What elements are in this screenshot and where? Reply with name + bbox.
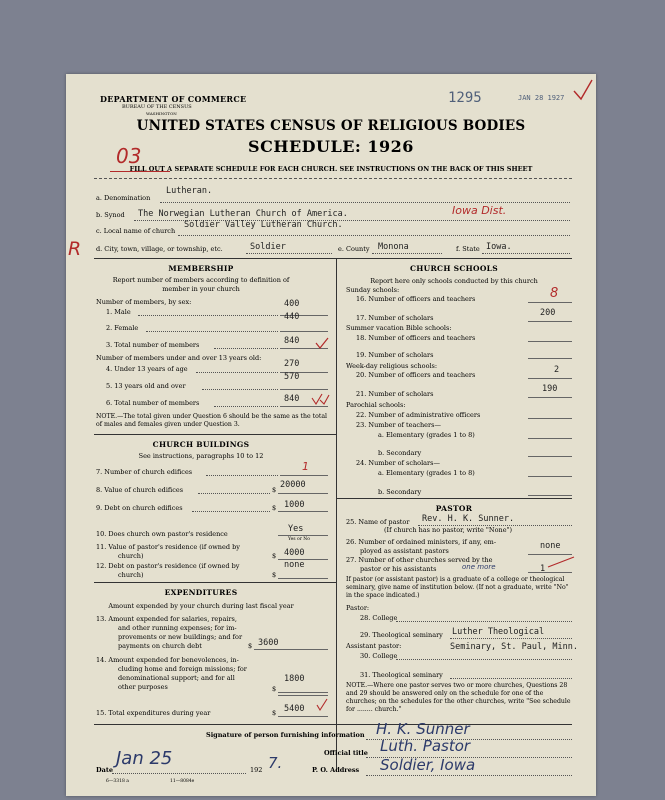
q6-value: 840 [284,394,300,404]
church-name-line [178,235,570,236]
q9-field [278,511,328,512]
po-address-value: Soldier, Iowa [380,756,476,774]
q13-value: 3600 [258,638,279,648]
vacation-schools-label: Summer vacation Bible schools: [346,324,452,332]
city-line [246,253,332,254]
q27-field [528,572,572,573]
q15-label: 15. Total expenditures during year [96,709,211,717]
q11-dollar: $ [272,552,277,560]
q17-label: 17. Number of scholars [356,314,434,322]
signature-value: H. K. Sunner [376,720,470,738]
state-label: f. State [456,245,480,253]
q10-label: 10. Does church own pastor's residence [96,530,228,538]
membership-heading: MEMBERSHIP [168,264,234,273]
buildings-rule [94,582,336,583]
church-name-label: c. Local name of church [96,227,176,235]
denomination-value: Lutheran. [166,186,213,196]
q17-field [528,321,572,322]
q11-label-2: church) [118,552,144,560]
q23b-field [528,456,572,457]
buildings-sub: See instructions, paragraphs 10 to 12 [138,452,264,460]
stamp-date: JAN 28 1927 [518,94,565,102]
q24b-label: b. Secondary [378,488,422,496]
membership-rule [94,434,336,435]
q20-field [528,378,572,379]
q5-value: 570 [284,372,300,382]
q21-value: 190 [542,384,558,394]
q22-field [528,418,572,419]
margin-mark: 03 [116,144,142,168]
q31-line [450,678,572,679]
q23b-label: b. Secondary [378,449,422,457]
graduate-instruction: If pastor (or assistant pastor) is a graduate of a college or theological seminary, give name of institution below. (If not a graduate, write "No" in the space indicated.) [346,576,569,599]
check-mark-icon [314,698,330,712]
q8-value: 20000 [280,480,306,490]
yes-no-hint: Yes or No [288,537,310,542]
po-address-line [366,775,572,776]
q25-value: Rev. H. K. Sunner. [422,514,515,524]
check-mark-icon [314,336,330,350]
q8-dollar: $ [272,486,277,494]
county-label: e. County [338,245,370,253]
q23a-field [528,438,572,439]
q5-field [280,389,328,390]
q28-line [396,621,572,622]
q27-value: 1 [540,564,546,574]
official-title-label: Official title [324,749,368,757]
parochial-schools-label: Parochial schools: [346,401,406,409]
date-label: Date [96,766,113,774]
q7-field [280,475,328,476]
schools-rule [336,498,572,499]
q1-dots [138,315,278,316]
date-line [112,773,246,774]
state-value: Iowa. [486,242,512,252]
city-label: d. City, town, village, or township, etc. [96,245,223,253]
schools-heading: CHURCH SCHOOLS [410,264,498,273]
q15-value: 5400 [284,704,305,714]
q18-field [528,341,572,342]
q12-dollar: $ [272,571,277,579]
q24-label: 24. Number of scholars— [356,459,440,467]
q26-label-1: 26. Number of ordained ministers, if any, em- [346,538,497,546]
column-divider [336,258,337,772]
section-rule-top [94,258,572,259]
q20-label: 20. Number of officers and teachers [356,371,476,379]
city-value: Soldier [250,242,286,252]
department-heading: DEPARTMENT OF COMMERCE [100,94,247,104]
q29-line [450,638,572,639]
expenditures-heading: EXPENDITURES [164,588,238,597]
synod-label: b. Synod [96,211,125,219]
sunday-schools-label: Sunday schools: [346,286,400,294]
q19-field [528,358,572,359]
q12-field [278,578,328,579]
q21-field [528,397,572,398]
q6-dots [214,406,278,407]
q7-label: 7. Number of church edifices [96,468,193,476]
expenditures-sub: Amount expended by your church during last fiscal year [108,602,294,610]
denomination-label: a. Denomination [96,194,151,202]
q12-label-1: 12. Debt on pastor's residence (if owned by [96,562,240,570]
po-address-label: P. O. Address [312,766,360,774]
q30-label: 30. College [360,652,398,660]
q13-line-4: payments on church debt [118,642,202,650]
q9-value: 1000 [284,500,305,510]
q15-field [278,716,328,717]
membership-intro-1: Report number of members according to definition of [112,276,290,284]
header-rule [94,178,572,180]
year-label: 192 [250,766,263,774]
q28-label: 28. College [360,614,398,622]
state-line [482,253,570,254]
q6-label: 6. Total number of members [106,399,200,407]
q11-label-1: 11. Value of pastor's residence (if owned by [96,543,240,551]
q3-dots [214,348,278,349]
q24a-label: a. Elementary (grades 1 to 8) [378,469,475,477]
q12-label-2: church) [118,571,144,579]
q13-field [254,649,328,650]
stamp-number: 1295 [448,90,482,106]
q14-line-3: denominational support; and for all [118,674,235,682]
q24b-field [528,495,572,496]
q4-label: 4. Under 13 years of age [106,365,188,373]
q9-dots [192,511,270,512]
q17-value: 200 [540,308,556,318]
q14-field-double [278,695,328,696]
q8-label: 8. Value of church edifices [96,486,184,494]
q18-label: 18. Number of officers and teachers [356,334,476,342]
q31-label: 31. Theological seminary [360,671,443,679]
pastor-sublabel: Pastor: [346,604,370,612]
date-value: Jan 25 [116,748,173,769]
bottom-rule [94,724,572,725]
denomination-line [160,202,570,203]
q14-line-2: cluding home and foreign missions; for [118,665,247,673]
check-mark-icon [572,78,594,104]
q2-label: 2. Female [106,324,139,332]
q5-dots [202,389,278,390]
check-mark-icon [546,554,576,570]
q12-value: none [284,560,305,570]
church-name-value: Soldier Valley Lutheran Church. [184,220,343,230]
q13-line-3: provements or new buildings; and for [118,633,243,641]
q7-dots [206,475,278,476]
form-code-1: 6—3318 a [106,779,129,784]
q3-value: 840 [284,336,300,346]
census-schedule-paper [66,74,596,796]
q16-label: 16. Number of officers and teachers [356,295,476,303]
pastor-note: NOTE.—Where one pastor serves two or more churches, Questions 28 and 29 should be answered only on the schedule for one of the churches; on the schedules for the other churches, write "See schedule for ........ church." [346,682,571,713]
official-title-value: Luth. Pastor [380,737,471,755]
q27-label-1: 27. Number of other churches served by the [346,556,493,564]
pastor-heading: PASTOR [435,504,473,513]
q4-value: 270 [284,359,300,369]
q2-value: 440 [284,312,300,322]
q14-value: 1800 [284,674,305,684]
q2-dots [146,331,278,332]
membership-intro-2: member in your church [162,285,240,293]
q24a-field [528,476,572,477]
q1-value: 400 [284,299,300,309]
q8-dots [198,493,270,494]
q14-line-1: 14. Amount expended for benevolences, in- [96,656,239,664]
assistant-pastor-sublabel: Assistant pastor: [346,642,402,650]
buildings-heading: CHURCH BUILDINGS [152,440,250,449]
county-value: Monona [378,242,409,252]
check-mark-icon [310,392,330,406]
q26-value: none [540,541,561,551]
synod-value: The Norwegian Lutheran Church of America. [138,209,348,219]
q8-field [278,493,328,494]
q20-value: 2 [554,365,560,375]
q22-label: 22. Number of administrative officers [356,411,481,419]
signature-label: Signature of person furnishing information [206,731,365,739]
q27-label-2: pastor or his assistants [360,565,437,573]
weekday-schools-label: Week-day religious schools: [346,362,438,370]
form-code-2: 11—8084e [170,779,195,784]
q19-label: 19. Number of scholars [356,351,434,359]
synod-district-note: Iowa Dist. [452,204,507,217]
q25-hint: (If church has no pastor, write "None") [384,526,513,534]
q29-value-2: Seminary, St. Paul, Minn. [450,642,578,652]
membership-note: NOTE.—The total given under Question 6 should be the same as the total of males and females given under Question 3. [96,413,327,428]
q10-value: Yes [288,524,304,534]
q11-value: 4000 [284,548,305,558]
q29-value-1: Luther Theological [452,627,545,637]
q13-line-2: and other running expenses; for im- [118,624,237,632]
q14-field [278,692,328,693]
age-heading: Number of members under and over 13 years old: [96,354,262,362]
q23a-label: a. Elementary (grades 1 to 8) [378,431,475,439]
r-mark: R [68,238,82,260]
bureau-heading: BUREAU OF THE CENSUS [122,104,192,110]
members-by-sex-label: Number of members, by sex: [96,298,192,306]
q7-value: 1 [302,460,309,473]
q15-dollar: $ [272,709,277,717]
q27-note: one more [462,563,496,571]
q4-dots [196,372,278,373]
q13-dollar: $ [248,642,253,650]
q2-field [280,331,328,332]
q9-dollar: $ [272,504,277,512]
q10-field [278,535,328,536]
schools-sub: Report here only schools conducted by this church [370,277,538,285]
q25-label: 25. Name of pastor [346,518,410,526]
q16-field [528,302,572,303]
year-value: 7. [268,754,283,772]
q30-line [396,659,572,660]
q3-label: 3. Total number of members [106,341,200,349]
q21-label: 21. Number of scholars [356,390,434,398]
q6-field [280,406,328,407]
county-line [372,253,442,254]
q14-line-4: other purposes [118,683,168,691]
q26-label-2: ployed as assistant pastors [360,547,449,555]
q13-line-1: 13. Amount expended for salaries, repairs, [96,615,237,623]
instruction-line: FILL OUT A SEPARATE SCHEDULE FOR EACH CHURCH. SEE INSTRUCTIONS ON THE BACK OF THIS SHEET [129,165,533,173]
q5-label: 5. 13 years old and over [106,382,186,390]
q23-label: 23. Number of teachers— [356,421,441,429]
q14-dollar: $ [272,685,277,693]
q16-value: 8 [550,286,559,301]
q9-label: 9. Debt on church edifices [96,504,183,512]
q29-label: 29. Theological seminary [360,631,443,639]
form-subtitle: SCHEDULE: 1926 [248,137,414,156]
washington-heading: WASHINGTON [146,111,177,116]
form-title: UNITED STATES CENSUS OF RELIGIOUS BODIES [136,118,526,134]
q1-label: 1. Male [106,308,131,316]
